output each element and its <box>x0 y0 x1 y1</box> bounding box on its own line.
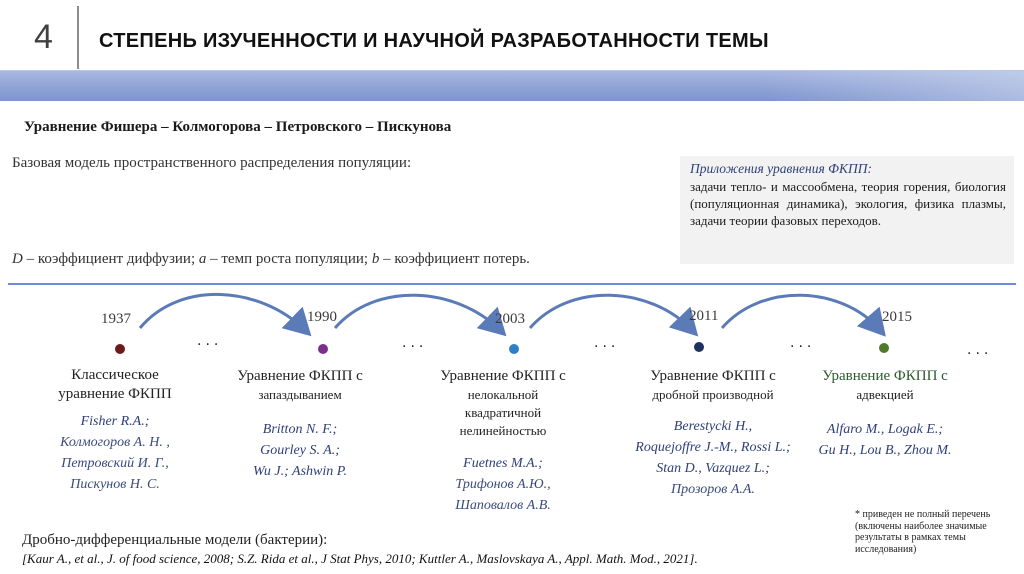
ref-line: Britton N. F.; <box>262 422 338 437</box>
stage-2011 <box>610 367 816 500</box>
timeline-dot-1990 <box>318 344 328 354</box>
applications-text: задачи тепло- и массообмена, теория горения, биология (популяционная динамика), экология, физика плазмы, задачи теории фазовых переходов. <box>690 179 1006 228</box>
stage-detail-line: запаздыванием <box>258 387 342 402</box>
ref-line: Berestycki H., <box>673 419 753 434</box>
ref-line: Wu J.; Ashwin P. <box>253 464 347 479</box>
legend-text <box>12 251 530 268</box>
timeline-dot-2003 <box>509 344 519 354</box>
ref-line: Трифонов А.Ю., <box>455 477 551 492</box>
applications-box <box>680 156 1014 264</box>
year-1990: 1990 <box>307 309 337 325</box>
ref-line: Шаповалов А.В. <box>455 498 551 513</box>
stage-1937 <box>10 366 220 495</box>
slide-title: СТЕПЕНЬ ИЗУЧЕННОСТИ И НАУЧНОЙ РАЗРАБОТАННОСТИ ТЕМЫ <box>99 30 769 52</box>
timeline-divider <box>8 283 1016 285</box>
timeline-dot-1937 <box>115 344 125 354</box>
stage-detail-line: нелокальной <box>467 387 539 402</box>
stage-detail-line: адвекцией <box>856 387 914 402</box>
ellipsis-3: ... <box>594 335 620 351</box>
stage-1990 <box>205 367 395 482</box>
stage-refs <box>405 453 601 516</box>
legend-a-text: – темп роста популяции; <box>206 251 372 267</box>
section-subtitle: Уравнение Фишера – Колмогорова – Петровского – Пискунова <box>24 119 452 135</box>
stage-title-line: Уравнение ФКПП с <box>822 368 948 384</box>
timeline-dot-2011 <box>694 342 704 352</box>
arc-1937-1990 <box>140 294 305 330</box>
stage-refs <box>10 411 220 495</box>
ref-line: Fuetnes M.A.; <box>463 456 543 471</box>
stage-2003 <box>405 367 601 516</box>
legend-d-text: – коэффициент диффузии; <box>22 251 199 267</box>
stage-title-line: Классическое <box>71 367 159 383</box>
stage-refs <box>610 416 816 500</box>
arc-2003-2011 <box>530 295 692 330</box>
ref-line: Fisher R.A.; <box>80 414 150 429</box>
ref-line: Gu H., Lou B., Zhou M. <box>818 443 952 458</box>
ref-line: Roquejoffre J.-M., Rossi L.; <box>635 440 791 455</box>
legend-d: D <box>12 251 23 267</box>
stage-detail-line: нелинейностью <box>459 423 547 438</box>
applications-title: Приложения уравнения ФКПП: <box>690 161 872 176</box>
header-band <box>0 70 1024 101</box>
legend-b-text: – коэффициент потерь. <box>379 251 530 267</box>
arc-2011-2015 <box>722 295 880 330</box>
stage-detail-line: дробной производной <box>652 387 774 402</box>
header-divider <box>77 6 79 69</box>
slide-number: 4 <box>34 18 53 56</box>
stage-2015 <box>800 367 970 461</box>
ref-line: Gourley S. A.; <box>260 443 340 458</box>
bottom-label: Дробно-дифференциальные модели (бактерии): <box>22 532 328 548</box>
intro-text: Базовая модель пространственного распределения популяции: <box>12 155 412 171</box>
year-2003: 2003 <box>495 311 525 327</box>
bottom-references: [Kaur A., et al., J. of food science, 2008; S.Z. Rida et al., J Stat Phys, 2010; Kuttler A., Maslovskaya A., Appl. Math. Mod., 2021]. <box>22 551 698 566</box>
stage-refs <box>800 419 970 461</box>
ellipsis-1: ... <box>197 333 223 349</box>
footnote: * приведен не полный перечень (включены наиболее значимые результаты в рамках темы исследования) <box>855 509 991 555</box>
ref-line: Колмогоров А. Н. , <box>60 435 170 450</box>
stage-detail-line: квадратичной <box>464 405 542 420</box>
ref-line: Пискунов Н. С. <box>70 477 160 492</box>
legend-b: b <box>371 251 380 267</box>
stage-title-line: Уравнение ФКПП с <box>237 368 363 384</box>
stage-title-line: Уравнение ФКПП с <box>650 368 776 384</box>
ellipsis-5: ... <box>967 342 993 358</box>
timeline-dot-2015 <box>879 343 889 353</box>
ellipsis-2: ... <box>402 335 428 351</box>
ref-line: Петровский И. Г., <box>61 456 169 471</box>
arc-1990-2003 <box>335 295 500 330</box>
ref-line: Прозоров А.А. <box>671 482 755 497</box>
year-2011: 2011 <box>689 308 719 324</box>
stage-title-line: Уравнение ФКПП с <box>440 368 566 384</box>
ref-line: Stan D., Vazquez L.; <box>656 461 770 476</box>
stage-refs <box>205 419 395 482</box>
legend-a: a <box>198 251 207 267</box>
ellipsis-4: ... <box>790 335 816 351</box>
stage-title-line: уравнение ФКПП <box>58 386 172 402</box>
ref-line: Alfaro M., Logak E.; <box>826 422 944 437</box>
year-2015: 2015 <box>882 309 912 325</box>
year-1937: 1937 <box>101 311 131 327</box>
